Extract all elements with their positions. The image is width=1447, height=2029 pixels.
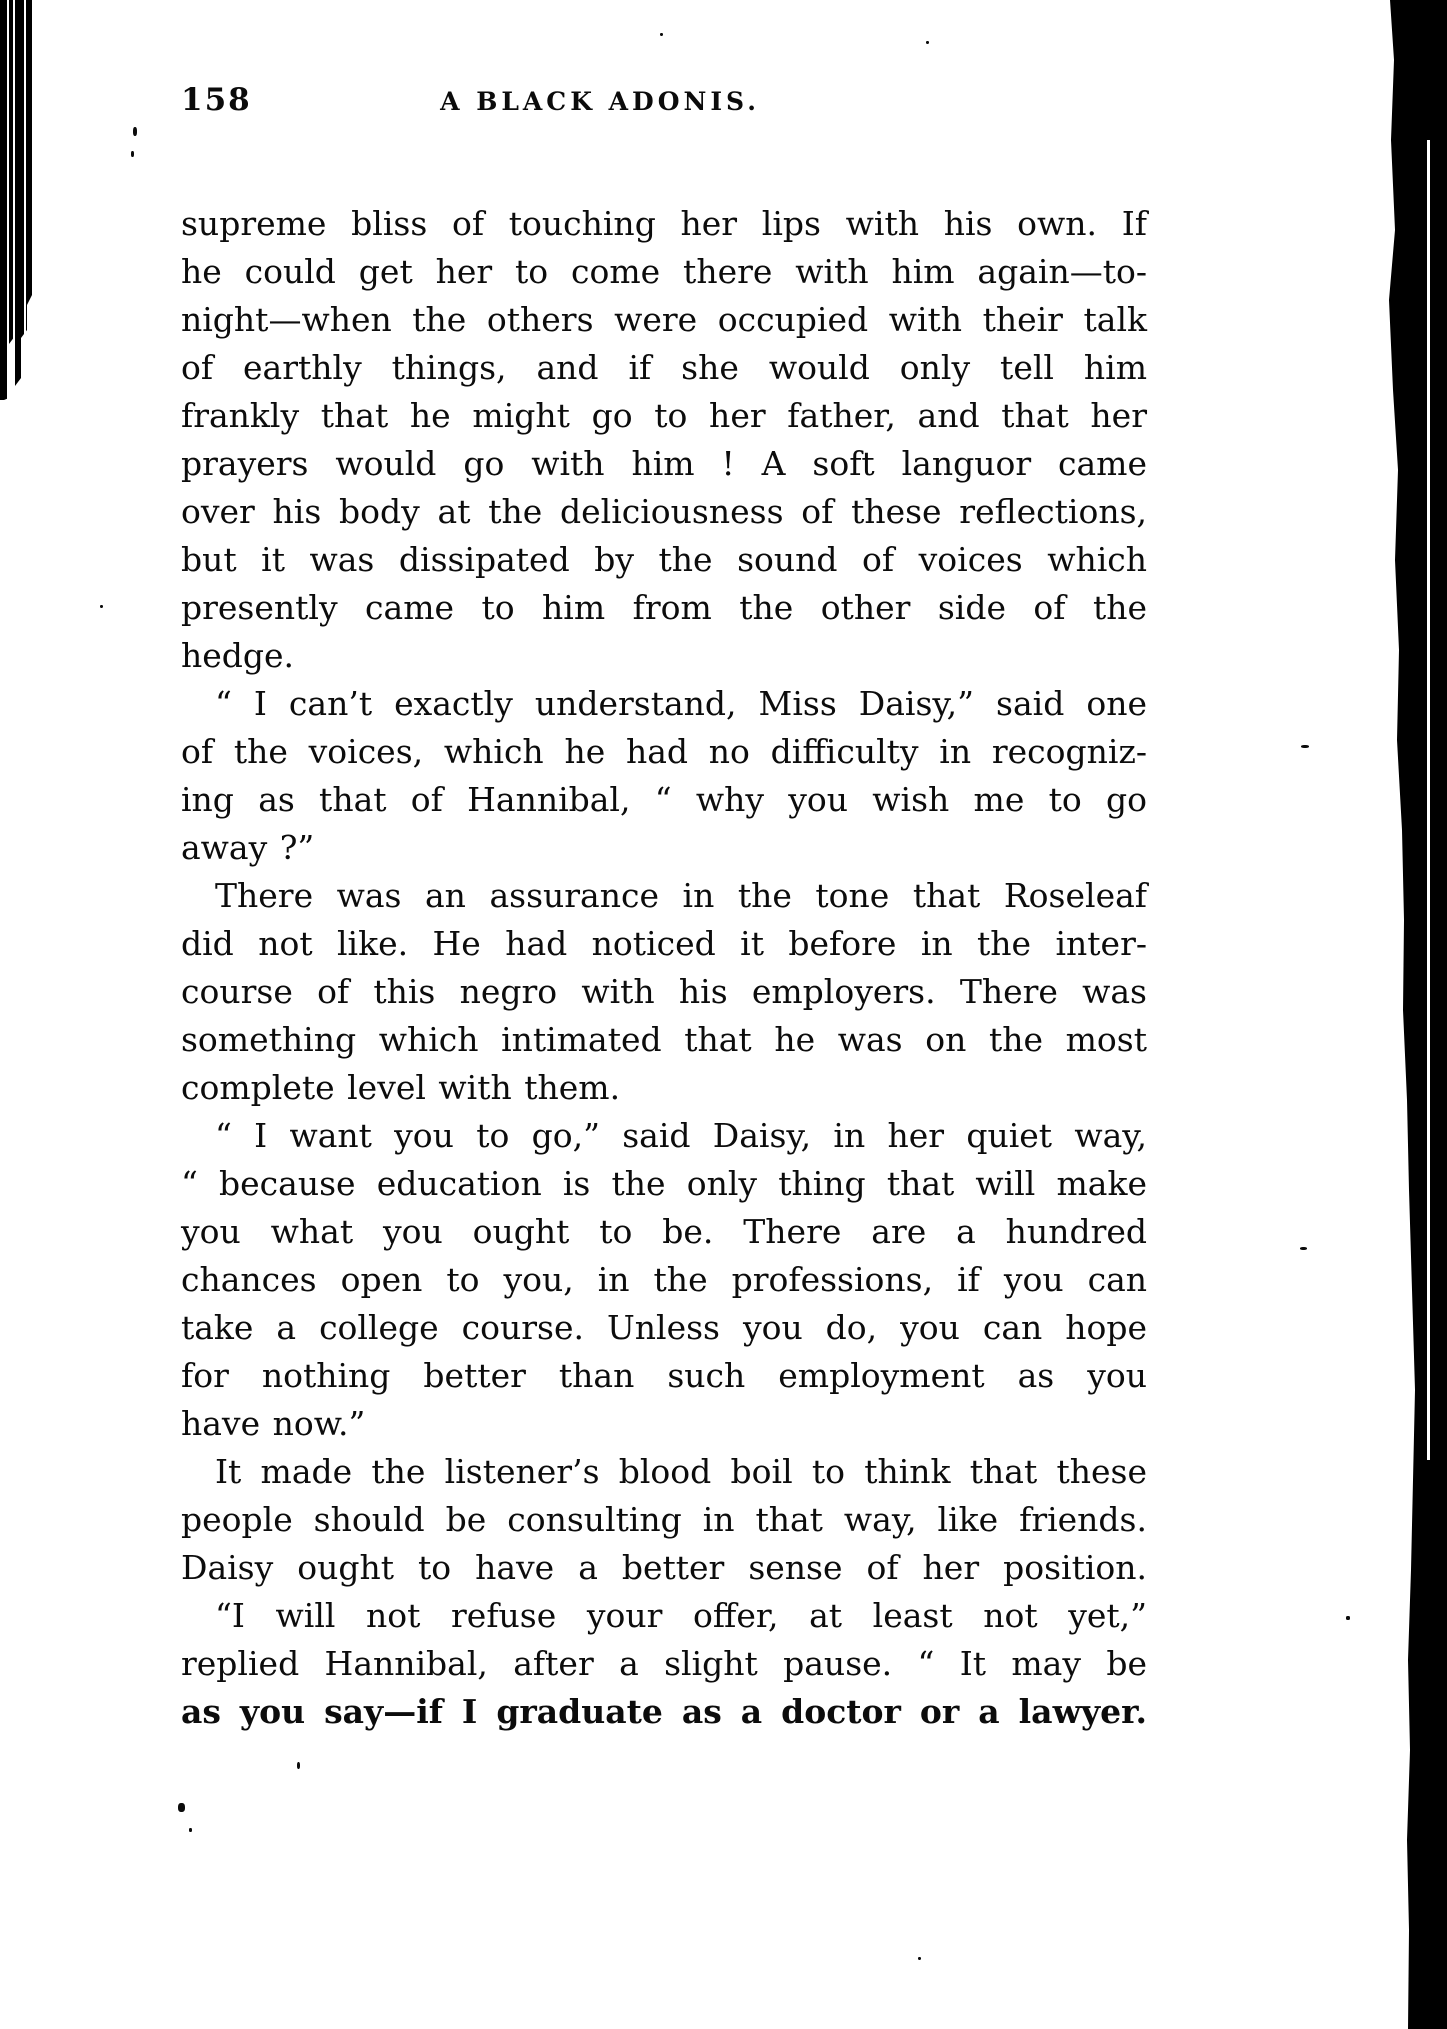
text-line: Daisy ought to have a better sense of her position. <box>181 1548 1147 1587</box>
text-line: of the voices, which he had no difficulty in recogniz- <box>181 732 1147 771</box>
ink-speck <box>660 33 663 36</box>
text-line: It made the listener’s blood boil to think that these <box>215 1452 1147 1491</box>
text-line: chances open to you, in the professions, if you can <box>181 1260 1147 1299</box>
text-line: ing as that of Hannibal, “ why you wish me to go <box>181 780 1147 819</box>
ink-speck <box>926 41 929 44</box>
ink-speck <box>1346 1616 1350 1620</box>
text-line: supreme bliss of touching her lips with his own. If <box>181 204 1147 243</box>
page-edge-shadow <box>1385 0 1447 2029</box>
page-edge-highlight <box>1427 140 1430 1460</box>
text-line: There was an assurance in the tone that Roseleaf <box>215 876 1147 915</box>
ink-speck <box>131 151 134 157</box>
text-line: as you say—if I graduate as a doctor or a lawyer. <box>181 1692 1147 1731</box>
ink-speck <box>189 1828 192 1832</box>
text-line: people should be consulting in that way, like friends. <box>181 1500 1147 1539</box>
text-line: take a college course. Unless you do, you can hope <box>181 1308 1147 1347</box>
text-line: he could get her to come there with him again—to- <box>181 252 1147 291</box>
binding-edge-shadow <box>0 0 32 400</box>
ink-speck <box>133 127 137 136</box>
text-line: frankly that he might go to her father, and that her <box>181 396 1147 435</box>
ink-speck <box>1300 1247 1307 1250</box>
text-line: presently came to him from the other side of the <box>181 588 1147 627</box>
text-line: “ because education is the only thing that will make <box>181 1164 1147 1203</box>
text-line: have now.” <box>181 1404 366 1443</box>
text-line: something which intimated that he was on the most <box>181 1020 1147 1059</box>
text-block <box>181 200 1147 1736</box>
text-line: but it was dissipated by the sound of voices which <box>181 540 1147 579</box>
ink-speck <box>178 1803 185 1812</box>
running-head-title: A BLACK ADONIS. <box>440 87 760 116</box>
text-line: “ I can’t exactly understand, Miss Daisy,” said one <box>215 684 1147 723</box>
text-line: you what you ought to be. There are a hundred <box>181 1212 1147 1251</box>
text-line: complete level with them. <box>181 1068 621 1107</box>
text-line: replied Hannibal, after a slight pause. “ It may be <box>181 1644 1147 1683</box>
text-line: for nothing better than such employment as you <box>181 1356 1147 1395</box>
text-line: course of this negro with his employers. There was <box>181 972 1147 1011</box>
text-line: away ?” <box>181 828 315 867</box>
text-line: “I will not refuse your offer, at least not yet,” <box>215 1596 1147 1635</box>
ink-speck <box>297 1762 300 1769</box>
page-number: 158 <box>181 82 252 118</box>
text-line: of earthly things, and if she would only tell him <box>181 348 1147 387</box>
text-line: night—when the others were occupied with their talk <box>181 300 1147 339</box>
text-line: did not like. He had noticed it before in the inter- <box>181 924 1147 963</box>
ink-speck <box>1301 745 1309 748</box>
text-line: prayers would go with him ! A soft languor came <box>181 444 1147 483</box>
ink-speck <box>918 1957 921 1960</box>
text-line: “ I want you to go,” said Daisy, in her quiet way, <box>215 1116 1147 1155</box>
ink-speck <box>100 605 103 608</box>
text-line: hedge. <box>181 636 295 675</box>
text-line: over his body at the deliciousness of these reflections, <box>181 492 1147 531</box>
